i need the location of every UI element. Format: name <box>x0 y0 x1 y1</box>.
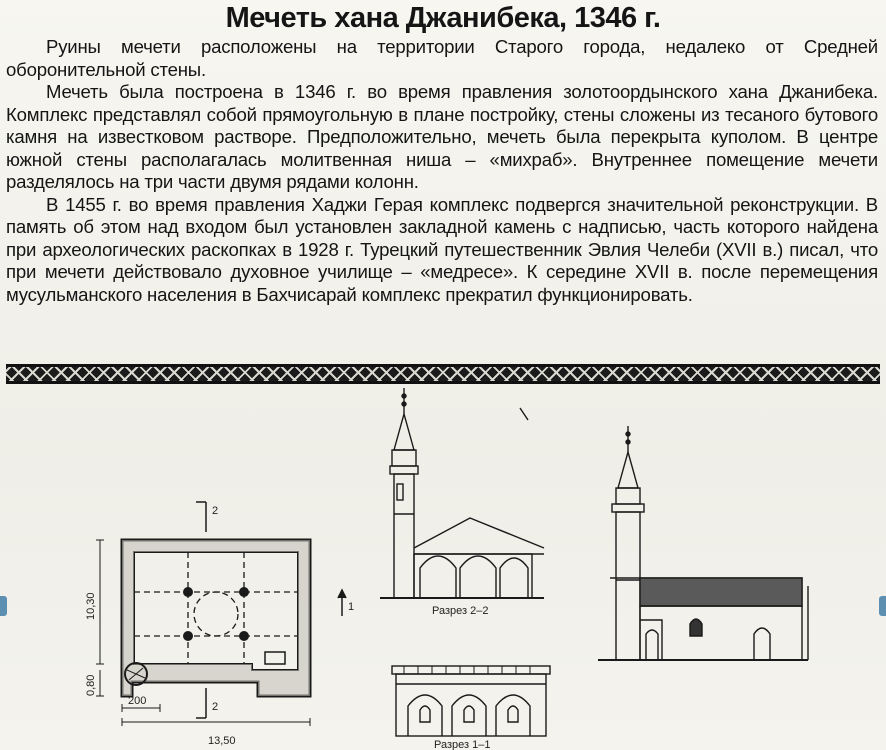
board-mount-right <box>879 596 886 616</box>
drawings-svg <box>0 384 886 750</box>
floor-plan <box>96 502 346 726</box>
section-2-2-drawing <box>380 388 544 598</box>
section-2-2-label: Разрез 2–2 <box>432 605 489 617</box>
facade-drawing <box>598 426 808 660</box>
page-title: Мечеть хана Джанибека, 1346 г. <box>225 2 661 34</box>
section-1-1-drawing <box>392 666 550 736</box>
paragraph-reconstruction: В 1455 г. во время правления Хаджи Герая комплекс подвергся значительной реконструкции. В память об этом над входом был установлен закладной камень с надписью, часть которого найдена при археологических раскопках в 1928 г. Турецкий путешественник Эвлия Челеби (XVII в.) писал, что при мечети действовало духовное училище – «медресе». К середине XVII в. после перемещения мусульманского населения в Бахчисарай комплекс прекратил функционировать. <box>6 193 878 305</box>
plan-dim-small: 0,80 <box>85 674 97 696</box>
section-mark-bottom: 2 <box>212 701 219 713</box>
description-text <box>6 36 878 306</box>
architectural-drawings <box>0 384 886 750</box>
section-mark-right: 1 <box>348 601 355 613</box>
ornamental-border <box>6 364 880 384</box>
paragraph-construction: Мечеть была построена в 1346 г. во время правления золотоордынского хана Джанибека. Комплекс представлял собой прямоугольную в плане постройку, стены сложены из тесаного бутового камня на известковом растворе. Предположительно, мечеть была перекрыта куполом. В центре южной стены располагалась молитвенная ниша – «михраб». Внутреннее помещение мечети разделялось на три части двумя рядами колонн. <box>6 81 878 192</box>
paragraph-location: Руины мечети расположены на территории Старого города, недалеко от Средней оборонительной стены. <box>6 36 878 80</box>
board-mount-left <box>0 596 7 616</box>
plan-dim-width: 13,50 <box>208 735 236 747</box>
section-1-1-label: Разрез 1–1 <box>434 739 491 750</box>
plan-dim-wall: 200 <box>128 695 147 707</box>
section-mark-top: 2 <box>212 505 219 517</box>
plan-dim-height: 10,30 <box>85 592 97 620</box>
